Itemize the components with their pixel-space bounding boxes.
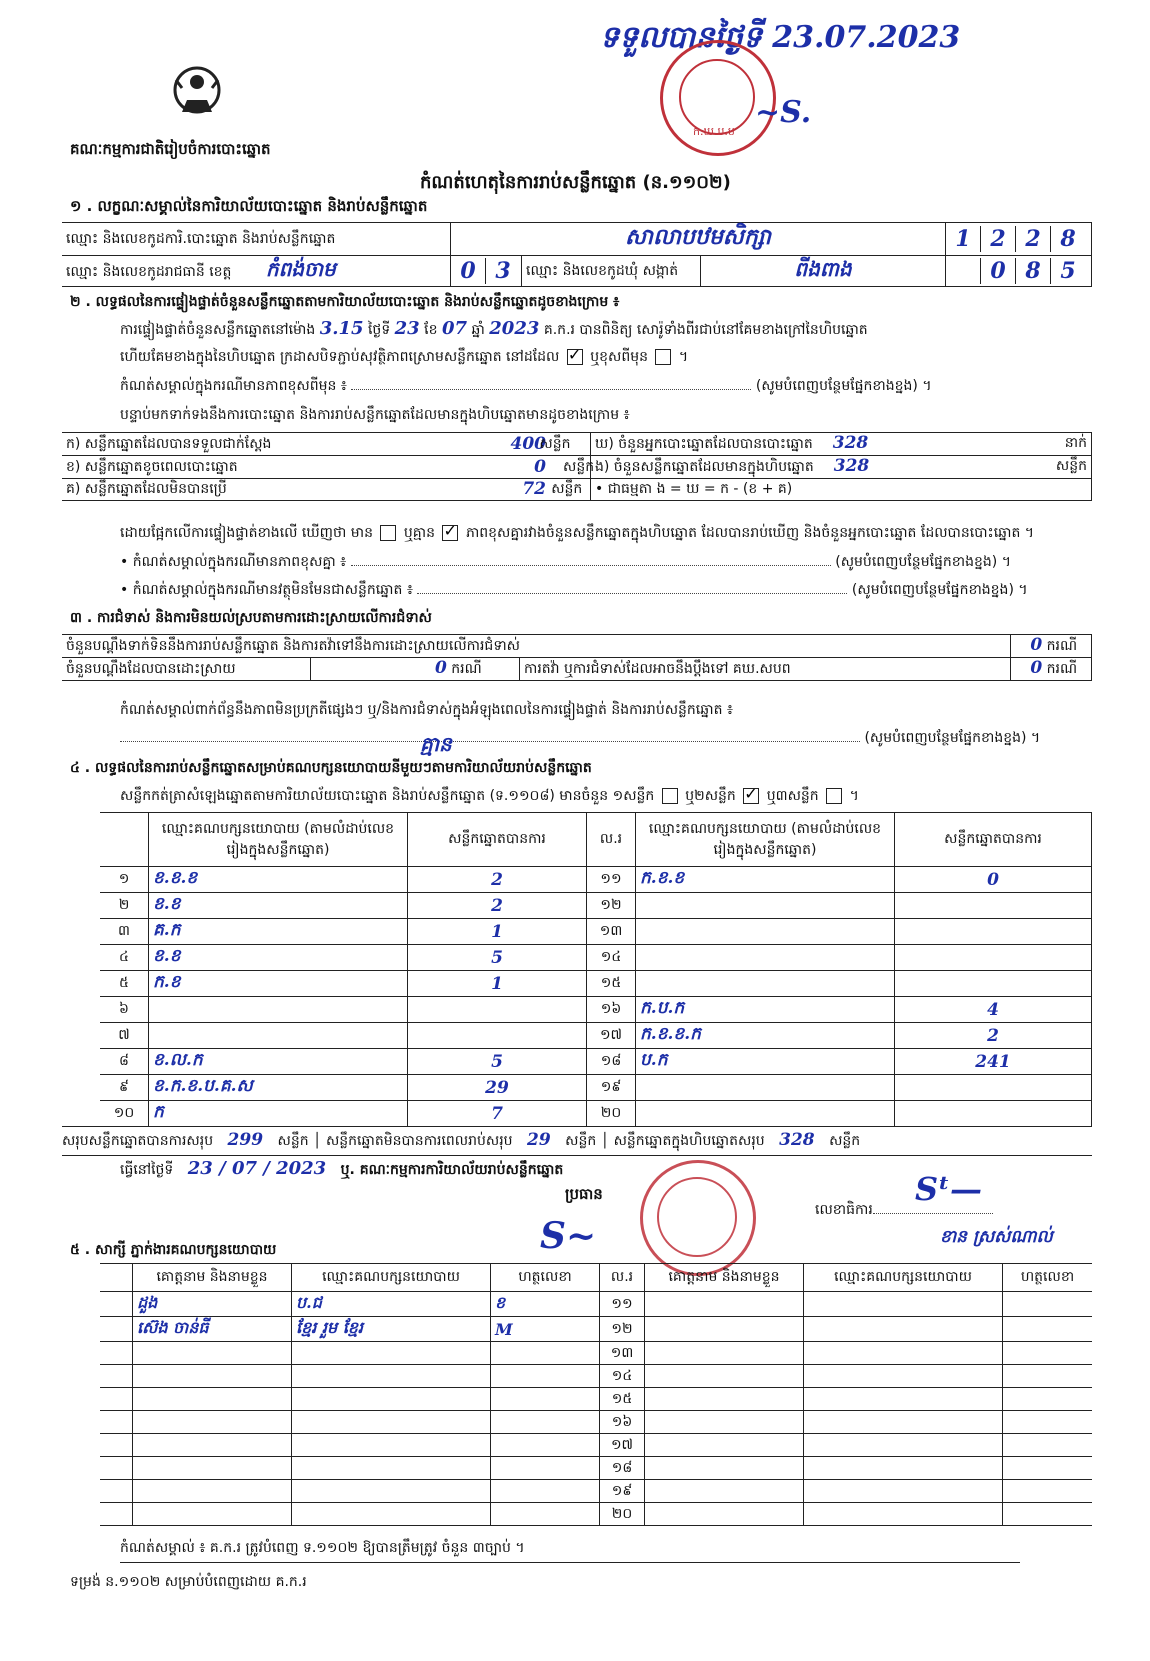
witness-party [804, 1434, 1003, 1457]
row1-value: សាលាបឋមសិក្សា [451, 223, 946, 256]
col-no-header [100, 813, 149, 867]
witness-name [645, 1411, 804, 1434]
party-votes: 241 [895, 1049, 1092, 1075]
text: ឬខុសពីមុន [590, 349, 649, 365]
objection-row1-value: 0 [1030, 635, 1043, 655]
count-value: 0 [534, 456, 546, 477]
party-name [149, 997, 408, 1023]
table-row [100, 1365, 1092, 1388]
party-name: ខ.ល.ក [149, 1049, 408, 1075]
unit: ករណី [451, 661, 482, 677]
text: ហើយគែមខាងក្នុងនៃហិបឆ្នោត ក្រដាសបិទភ្ជាប់សុវត្ថិភាពស្រោមសន្លឹកឆ្នោត នៅដដែល [120, 349, 560, 365]
section1-table [62, 222, 1092, 287]
party-name [636, 1101, 895, 1127]
text: ឬគ្មាន [403, 525, 436, 541]
col-votes-header: សន្លឹកឆ្នោតបានការ [895, 813, 1092, 867]
party-name [636, 919, 895, 945]
sheet1-checkbox[interactable] [662, 788, 678, 804]
secretary-signature: Sᵗ— [915, 1170, 982, 1208]
text: ខែ [424, 322, 438, 338]
table-row [100, 1075, 1092, 1101]
counts-table [62, 432, 1092, 501]
party-name: ខ.ខ.ខ [149, 867, 408, 893]
text: សន្លឹកឆ្នោតមិនបានការពេលរាប់សរុប [325, 1133, 513, 1149]
table-row [100, 893, 1092, 919]
witness-party [804, 1342, 1003, 1365]
objection-row2-label: ចំនួនបណ្តឹងដែលបានដោះស្រាយ [62, 658, 311, 681]
row-no: ២ [100, 893, 149, 919]
chair-label: ប្រធាន [565, 1185, 603, 1203]
secretary-name: ខាន ស្រស់ណាល់ [940, 1227, 1053, 1247]
count-label: គ) សន្លឹកឆ្នោតដែលមិនបានប្រើ [66, 481, 227, 497]
committee-label: ឬ. គណៈកម្មការការិយាល័យរាប់សន្លឹកឆ្នោត [340, 1162, 564, 1178]
table-row [100, 1457, 1092, 1480]
witness-party [804, 1365, 1003, 1388]
party-name: ក.ខ.ខ.ក [636, 1023, 895, 1049]
witness-sign [1003, 1365, 1093, 1388]
col-no-header [100, 1264, 133, 1292]
count-label: ខ) សន្លឹកឆ្នោតខូចពេលបោះឆ្នោត [66, 458, 238, 475]
results-summary: សរុបសន្លឹកឆ្នោតបានការសរុប 299 សន្លឹក │ សន្លឹកឆ្នោតមិនបានការពេលរាប់សរុប 29 សន្លឹក │ សន្លឹកឆ្នោតក្នុងហិបឆ្នោតសរុប 328 សន្លឹក [62, 1126, 1092, 1156]
text: សន្លឹកកត់ត្រាសំឡេងឆ្នោតតាមការិយាល័យបោះឆ្នោត និងរាប់សន្លឹកឆ្នោត (ទ.១១០៨) មានចំនួន ១សន្លឹក [120, 788, 655, 804]
row-no: ៨ [100, 1049, 149, 1075]
section5-heading: ៥ . សាក្សី ភ្នាក់ងារគណបក្សនយោបាយ [70, 1242, 277, 1258]
table-row [100, 1342, 1092, 1365]
code-digit: 1 [955, 226, 971, 252]
section2-line5 [120, 523, 1034, 544]
date-line [120, 1158, 563, 1181]
row-no: ១៤ [600, 1365, 645, 1388]
objection-row1-label: ចំនួនបណ្តឹងទាក់ទិននឹងការរាប់សន្លឹកឆ្នោត និងការតវ៉ាទៅនឹងការដោះស្រាយលើការជំទាស់ [62, 635, 1011, 658]
row-no [100, 1317, 133, 1342]
witness-party [804, 1480, 1003, 1503]
row1-label: ឈ្មោះ និងលេខកូដការិ.បោះឆ្នោត និងរាប់សន្លឹកឆ្នោត [62, 223, 451, 256]
row-no [100, 1503, 133, 1526]
witness-sign [491, 1365, 600, 1388]
fill-hint: (សូមបំពេញបន្ថែមផ្នែកខាងខ្នង) ។ [835, 554, 1011, 570]
row-no: ១៩ [587, 1075, 636, 1101]
witness-party [292, 1411, 491, 1434]
row-no: ១១ [600, 1292, 645, 1317]
has-diff-checkbox[interactable] [380, 525, 396, 541]
party-name: ក.ខ.ខ [636, 867, 895, 893]
form-footer: ទម្រង់ ន.១១០២ សម្រាប់បំពេញដោយ គ.ក.រ [70, 1574, 307, 1590]
col-sign-header: ហត្ថលេខា [491, 1264, 600, 1292]
text: ការផ្ទៀងផ្ទាត់ចំនួនសន្លឹកឆ្នោតនៅម៉ោង [120, 322, 316, 338]
witness-sign [491, 1342, 600, 1365]
row-no: ១៧ [600, 1434, 645, 1457]
row-no: ៩ [100, 1075, 149, 1101]
count-value: 400 [510, 433, 546, 454]
code-digit: 8 [1015, 258, 1050, 284]
text: ឬ២សន្លឹក [685, 788, 736, 804]
seal-text: ក.ឃ.ប.ប [693, 125, 735, 138]
text: ភាពខុសគ្នារវាងចំនួនសន្លឹកឆ្នោតក្នុងហិបឆ្នោត ដែលបានរាប់ឃើញ និងចំនួនអ្នកបោះឆ្នោត ដែលបានបោះឆ្នោត ។ [465, 525, 1035, 541]
witness-table [100, 1263, 1092, 1526]
invalid-total: 29 [527, 1130, 551, 1150]
text: ថ្ងៃទី [367, 322, 391, 338]
col-party-header: ឈ្មោះគណបក្សនយោបាយ [292, 1264, 491, 1292]
text: ឬ៣សន្លឹក [766, 788, 819, 804]
section2-line4: បន្ទាប់មកទាក់ទងនឹងការបោះឆ្នោត និងការរាប់សន្លឹកឆ្នោតដែលមានក្នុងហិបឆ្នោតមានដូចខាងក្រោម ៖ [120, 407, 630, 423]
row-no [100, 1480, 133, 1503]
count-right-value: 328 [833, 456, 870, 476]
party-votes [408, 1023, 587, 1049]
witness-sign [1003, 1342, 1093, 1365]
unit: សន្លឹក [565, 1133, 597, 1149]
witness-sign [1003, 1503, 1093, 1526]
section2-line1 [120, 318, 868, 341]
count-unit: សន្លឹក [539, 435, 571, 452]
section3-note-fill [120, 728, 1070, 756]
witness-party [292, 1457, 491, 1480]
witness-name [645, 1317, 804, 1342]
text: សន្លឹកឆ្នោតក្នុងហិបឆ្នោតសរុប [613, 1133, 765, 1149]
row-no: ១៣ [587, 919, 636, 945]
table-row [100, 919, 1092, 945]
row-no [100, 1411, 133, 1434]
count-unit: សន្លឹក [563, 458, 595, 475]
col-party-header: ឈ្មោះគណបក្សនយោបាយ (តាមលំដាប់លេខរៀងក្នុងសន្លឹកឆ្នោត) [149, 813, 408, 867]
row-no: ៧ [100, 1023, 149, 1049]
witness-party [804, 1457, 1003, 1480]
party-name: គ.ក [149, 919, 408, 945]
row-no [100, 1292, 133, 1317]
row-no: ៤ [100, 945, 149, 971]
witness-name [645, 1434, 804, 1457]
party-votes [895, 945, 1092, 971]
row-no: ១៩ [600, 1480, 645, 1503]
section3-table [62, 634, 1092, 681]
section1-heading: ១ . លក្ខណៈសម្គាល់នៃការិយាល័យបោះឆ្នោត និងរាប់សន្លឹកឆ្នោត [70, 197, 428, 215]
party-votes [895, 1075, 1092, 1101]
witness-party [292, 1503, 491, 1526]
witness-name [133, 1388, 292, 1411]
code-digit: 0 [980, 258, 1015, 284]
footnote: កំណត់សម្គាល់ ៖ គ.ក.រ ត្រូវបំពេញ ទ.១១០២ ឱ្យបានត្រឹមត្រូវ ចំនួន ៣ច្បាប់ ។ [120, 1540, 525, 1556]
party-votes [895, 919, 1092, 945]
witness-sign: ខ [491, 1292, 600, 1317]
row-no: ១៥ [600, 1388, 645, 1411]
witness-name: ដួង [133, 1292, 292, 1317]
row-no: ១២ [587, 893, 636, 919]
row1-code [946, 223, 1092, 256]
section2-line3 [120, 376, 1070, 397]
witness-sign [1003, 1388, 1093, 1411]
table-row [100, 1434, 1092, 1457]
witness-name: ស៊េង ចាន់ធី [133, 1317, 292, 1342]
party-name: ខ.ក.ខ.ប.គ.ស [149, 1075, 408, 1101]
table-row [100, 945, 1092, 971]
witness-sign [1003, 1317, 1093, 1342]
table-row [100, 1023, 1092, 1049]
row2-label-text: ឈ្មោះ និងលេខកូដរាជធានី ខេត្ត [66, 264, 232, 280]
row-no: ១ [100, 867, 149, 893]
table-row [100, 1480, 1092, 1503]
row-no [100, 1365, 133, 1388]
code-digit: 0 [460, 258, 476, 284]
party-name [149, 1023, 408, 1049]
witness-sign [1003, 1480, 1093, 1503]
row-no [100, 1342, 133, 1365]
row-no: ២០ [600, 1503, 645, 1526]
text: សរុបសន្លឹកឆ្នោតបានការសរុប [62, 1133, 214, 1149]
row-no: ៥ [100, 971, 149, 997]
witness-name [133, 1480, 292, 1503]
footer-line [120, 1562, 1020, 1563]
table-row [100, 1503, 1092, 1526]
row-no: ១២ [600, 1317, 645, 1342]
text: • កំណត់សម្គាល់ក្នុងករណីមានភាពខុសគ្នា ៖ [120, 554, 347, 570]
fill-hint: (សូមបំពេញបន្ថែមផ្នែកខាងខ្នង) ។ [864, 730, 1041, 746]
table-row [100, 1388, 1092, 1411]
section2-line2: ហើយគែមខាងក្នុងនៃហិបឆ្នោត ក្រដាសបិទភ្ជាប់សុវត្ថិភាពស្រោមសន្លឹកឆ្នោត នៅដដែល ✓ ឬខុសពីមុន ។ [120, 347, 688, 368]
secretary-label: លេខាធិការ [815, 1202, 873, 1218]
note-value: គ្មាន [420, 732, 452, 756]
row-no: ១៥ [587, 971, 636, 997]
party-votes: 2 [408, 867, 587, 893]
text: កំណត់សម្គាល់ក្នុងករណីមានភាពខុសពីមុន ៖ [120, 378, 347, 394]
code-digit: 2 [980, 226, 1015, 252]
chair-signature: S~ [540, 1215, 597, 1257]
party-name: ក.ប.ក [636, 997, 895, 1023]
col-name-header: គោត្តនាម និងនាមខ្លួន [133, 1264, 292, 1292]
party-votes: 5 [408, 1049, 587, 1075]
witness-name [645, 1503, 804, 1526]
section3-heading: ៣ . ការជំទាស់ និងការមិនយល់ស្របតាមការដោះស្រាយលើការជំទាស់ [70, 610, 432, 626]
col-party-header: ឈ្មោះគណបក្សនយោបាយ (តាមលំដាប់លេខរៀងក្នុងសន្លឹកឆ្នោត) [636, 813, 895, 867]
row-no: ១៣ [600, 1342, 645, 1365]
witness-name [645, 1388, 804, 1411]
witness-sign [1003, 1457, 1093, 1480]
witness-party [804, 1388, 1003, 1411]
count-right-label: ង) ចំនួនសន្លឹកឆ្នោតដែលមានក្នុងហិបឆ្នោត [595, 459, 814, 475]
party-name: ប.ក [636, 1049, 895, 1075]
party-votes: 29 [408, 1075, 587, 1101]
fill-hint: (សូមបំពេញបន្ថែមផ្នែកខាងខ្នង) ។ [851, 582, 1028, 598]
witness-party: ខ្មែរ រួម ខ្មែរ [292, 1317, 491, 1342]
row2-commune-code [946, 256, 1092, 287]
row-no [100, 1457, 133, 1480]
row-no: ១៦ [600, 1411, 645, 1434]
witness-party [804, 1411, 1003, 1434]
objection-row2-value: 0 [435, 658, 447, 678]
witness-name [645, 1457, 804, 1480]
col-votes-header: សន្លឹកឆ្នោតបានការ [408, 813, 587, 867]
col-name-header: គោត្តនាម និងនាមខ្លួន [645, 1264, 804, 1292]
witness-sign [491, 1503, 600, 1526]
section3-note: កំណត់សម្គាល់ពាក់ព័ន្ធនឹងភាពមិនប្រក្រតីផ្សេងៗ ឬ/និងការជំទាស់ក្នុងអំឡុងពេលនៃការផ្ទៀងផ្ទាត់ និងការរាប់សន្លឹកឆ្នោត ៖ [120, 702, 734, 718]
fill-hint: (សូមបំពេញបន្ថែមផ្នែកខាងខ្នង) ។ [755, 378, 932, 394]
signature-top: ~S. [755, 95, 812, 130]
witness-name [645, 1480, 804, 1503]
row-no: ១៤ [587, 945, 636, 971]
party-votes: 2 [895, 1023, 1092, 1049]
witness-sign [491, 1388, 600, 1411]
count-unit: សន្លឹក [551, 481, 583, 497]
code-digit: 5 [1050, 258, 1085, 284]
received-note: ទទួលបានថ្ងៃទី 23.07.2023 [600, 20, 961, 55]
org-name: គណៈកម្មការជាតិរៀបចំការបោះឆ្នោត [70, 140, 271, 158]
party-votes [895, 893, 1092, 919]
col-no-header: ល.រ [600, 1264, 645, 1292]
row-no: ៦ [100, 997, 149, 1023]
nec-logo [162, 60, 232, 130]
unit: សន្លឹក [277, 1133, 309, 1149]
witness-name [133, 1365, 292, 1388]
form-title: កំណត់ហេតុនៃការរាប់សន្លឹកឆ្នោត (ន.១១០២) [420, 172, 731, 193]
count-right-label: ឃ) ចំនួនអ្នកបោះឆ្នោតដែលបានបោះឆ្នោត [595, 436, 813, 452]
text: • កំណត់សម្គាល់ក្នុងករណីមានវត្ថុមិនមែនជាសន្លឹកឆ្នោត ៖ [120, 582, 413, 598]
table-row [100, 867, 1092, 893]
same-checkbox[interactable] [567, 349, 583, 365]
party-votes: 4 [895, 997, 1092, 1023]
text: ធ្វើនៅថ្ងៃទី [120, 1162, 174, 1178]
count-value: 72 [522, 479, 546, 499]
party-name: ខ.ខ [149, 893, 408, 919]
party-votes: 1 [408, 919, 587, 945]
witness-sign: M [491, 1317, 600, 1342]
table-row [100, 1101, 1092, 1127]
time-value: 3.15 [319, 318, 364, 339]
witness-party [292, 1342, 491, 1365]
party-name [636, 893, 895, 919]
unit: ករណី [1046, 638, 1078, 654]
table-row [100, 997, 1092, 1023]
table-row [100, 1317, 1092, 1342]
code-digit: 2 [1015, 226, 1050, 252]
row2-commune-label: ឈ្មោះ និងលេខកូដឃុំ សង្កាត់ [522, 256, 701, 287]
year-value: 2023 [489, 318, 540, 339]
witness-party: ប.ជ [292, 1292, 491, 1317]
text: ដោយផ្អែកលើការផ្ទៀងផ្ទាត់ខាងលើ ឃើញថា មាន [120, 525, 374, 541]
row-no: ២០ [587, 1101, 636, 1127]
witness-sign [491, 1434, 600, 1457]
box-total: 328 [779, 1130, 815, 1150]
witness-party [804, 1292, 1003, 1317]
witness-sign [1003, 1411, 1093, 1434]
witness-party [804, 1503, 1003, 1526]
section2-line7 [120, 580, 1070, 601]
witness-party [804, 1317, 1003, 1342]
witness-name [133, 1411, 292, 1434]
party-name [636, 945, 895, 971]
party-name [636, 1075, 895, 1101]
col-no-header: ល.រ [587, 813, 636, 867]
text: គ.ក.រ បានពិនិត្យ សោរ៉ូទាំងពីរជាប់នៅគែមខាងក្រៅនៃហិបឆ្នោត [543, 322, 868, 338]
row2-label [62, 256, 451, 287]
table-row [100, 1049, 1092, 1075]
party-votes: 5 [408, 945, 587, 971]
count-right-value: 328 [832, 433, 869, 453]
count-right-unit: នាក់ [1064, 435, 1087, 451]
count-label: ក) សន្លឹកឆ្នោតដែលបានទទួលជាក់ស្តែង [66, 435, 272, 452]
witness-sign [491, 1480, 600, 1503]
row2-commune-value: ពីងពាង [701, 256, 946, 287]
witness-party [292, 1480, 491, 1503]
row-no: ១៦ [587, 997, 636, 1023]
party-votes: 1 [408, 971, 587, 997]
row-no: ១០ [100, 1101, 149, 1127]
changed-checkbox[interactable] [655, 349, 671, 365]
witness-name [133, 1342, 292, 1365]
witness-sign [491, 1411, 600, 1434]
party-votes: 2 [408, 893, 587, 919]
sheet2-checkbox[interactable] [743, 788, 759, 804]
witness-sign [1003, 1292, 1093, 1317]
date-value: 23 / 07 / 2023 [187, 1158, 327, 1179]
witness-sign [491, 1457, 600, 1480]
witness-sign [1003, 1434, 1093, 1457]
row2-value: កំពង់ចាម [265, 257, 336, 281]
code-digit: 3 [485, 258, 520, 284]
row-no: ៣ [100, 919, 149, 945]
witness-party [292, 1388, 491, 1411]
party-name: ក [149, 1101, 408, 1127]
valid-total: 299 [227, 1130, 264, 1150]
col-party-header: ឈ្មោះគណបក្សនយោបាយ [804, 1264, 1003, 1292]
month-value: 07 [441, 318, 468, 339]
section2-line6 [120, 552, 1070, 573]
row-no: ១៨ [600, 1457, 645, 1480]
row-no: ១១ [587, 867, 636, 893]
results-table [100, 812, 1092, 1127]
party-name [636, 971, 895, 997]
witness-party [292, 1365, 491, 1388]
party-votes [408, 997, 587, 1023]
row-no [100, 1388, 133, 1411]
table-row [100, 1292, 1092, 1317]
party-name: ក.ខ [149, 971, 408, 997]
objection-row2-mid: ការតវ៉ា ឬការជំទាស់ដែលអាចនឹងប្តឹងទៅ គឃ.សបព [520, 658, 1011, 681]
party-votes [895, 971, 1092, 997]
row-no [100, 1434, 133, 1457]
party-votes: 0 [895, 867, 1092, 893]
unit: ករណី [1046, 661, 1078, 677]
sheet3-checkbox[interactable] [826, 788, 842, 804]
party-votes: 7 [408, 1101, 587, 1127]
witness-name [645, 1342, 804, 1365]
witness-name [645, 1365, 804, 1388]
row-no: ១៨ [587, 1049, 636, 1075]
col-sign-header: ហត្ថលេខា [1003, 1264, 1093, 1292]
party-votes [895, 1101, 1092, 1127]
row2-code [451, 256, 522, 287]
witness-party [292, 1434, 491, 1457]
table-row [100, 971, 1092, 997]
witness-name [133, 1503, 292, 1526]
no-diff-checkbox[interactable] [442, 525, 458, 541]
unit: សន្លឹក [829, 1133, 861, 1149]
count-right-unit: សន្លឹក [1055, 458, 1087, 474]
witness-name [133, 1457, 292, 1480]
witness-name [645, 1292, 804, 1317]
table-row [100, 1411, 1092, 1434]
section4-subline: សន្លឹកកត់ត្រាសំឡេងឆ្នោតតាមការិយាល័យបោះឆ្នោត និងរាប់សន្លឹកឆ្នោត (ទ.១១០៨) មានចំនួន ១សន្លឹក ឬ២សន្លឹក ✓ ឬ៣សន្លឹក ។ [120, 786, 859, 807]
party-name: ខ.ខ [149, 945, 408, 971]
count-formula: • ជាធម្មតា ង = ឃ = ក - (ខ + គ) [595, 481, 793, 497]
row-no: ១៧ [587, 1023, 636, 1049]
witness-name [133, 1434, 292, 1457]
committee-seal [640, 1160, 756, 1276]
objection-row2-value2: 0 [1030, 658, 1043, 678]
section4-heading: ៤ . លទ្ធផលនៃការរាប់សន្លឹកឆ្នោតសម្រាប់គណបក្សនយោបាយនីមួយៗតាមការិយាល័យរាប់សន្លឹកឆ្នោត [70, 760, 592, 776]
day-value: 23 [394, 318, 420, 339]
code-digit: 8 [1050, 226, 1085, 252]
text: ឆ្នាំ [471, 322, 485, 338]
section2-heading: ២ . លទ្ធផលនៃការផ្ទៀងផ្ទាត់ចំនួនសន្លឹកឆ្នោតតាមការិយាល័យបោះឆ្នោត និងរាប់សន្លឹកឆ្នោតដូចខាងក្រោម ៖ [70, 294, 620, 310]
